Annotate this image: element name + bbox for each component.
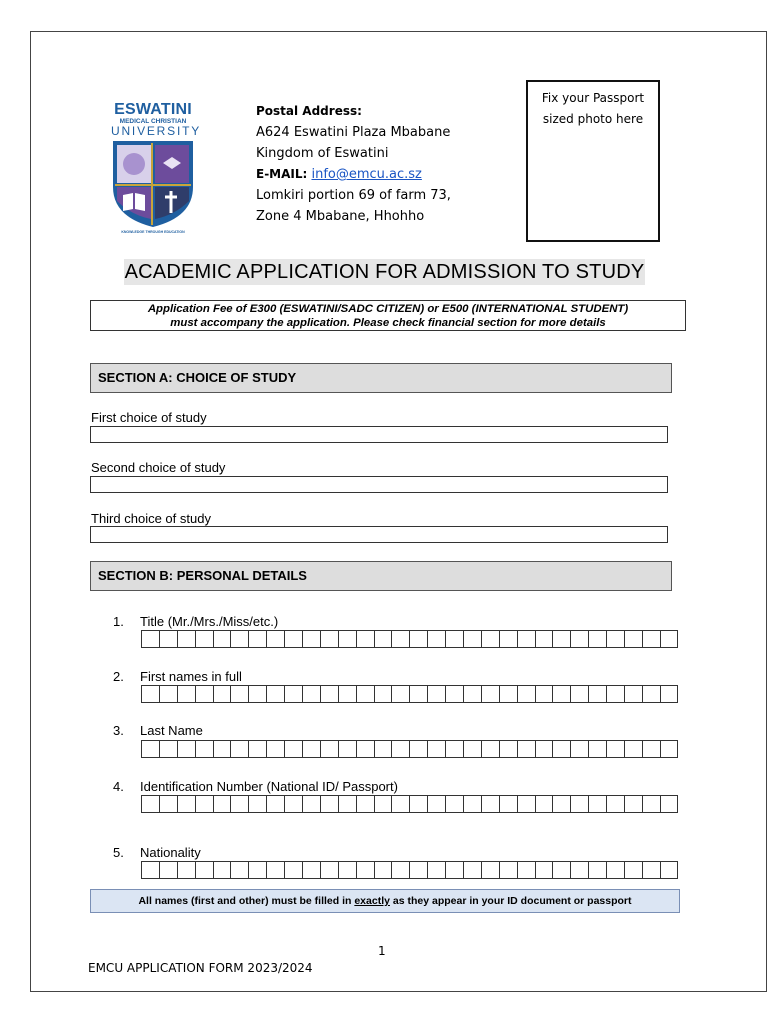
names-note-before: All names (first and other) must be filled in	[138, 895, 355, 907]
character-cell[interactable]	[588, 685, 606, 703]
section-a-heading: SECTION A: CHOICE OF STUDY	[90, 363, 672, 393]
character-cell[interactable]	[320, 795, 338, 813]
character-cell[interactable]	[177, 685, 195, 703]
field-number: 3.	[113, 723, 124, 738]
character-cell[interactable]	[284, 795, 302, 813]
logo-university: UNIVERSITY	[111, 124, 202, 138]
nationality-label: Nationality	[140, 845, 201, 860]
character-cell[interactable]	[177, 740, 195, 758]
character-cell[interactable]	[606, 630, 624, 648]
character-cell[interactable]	[195, 861, 213, 879]
character-cell[interactable]	[338, 630, 356, 648]
names-note-emphasis: exactly	[354, 895, 390, 907]
character-cell[interactable]	[320, 630, 338, 648]
character-cell[interactable]	[427, 795, 445, 813]
character-cell[interactable]	[302, 795, 320, 813]
character-cell[interactable]	[660, 630, 678, 648]
third-choice-input[interactable]	[90, 526, 668, 543]
form-footer: EMCU APPLICATION FORM 2023/2024	[88, 961, 313, 975]
character-cell[interactable]	[284, 685, 302, 703]
character-cell[interactable]	[302, 740, 320, 758]
character-cell[interactable]	[338, 740, 356, 758]
character-cell[interactable]	[213, 685, 231, 703]
character-cell[interactable]	[159, 630, 177, 648]
character-cell[interactable]	[391, 685, 409, 703]
character-cell[interactable]	[320, 740, 338, 758]
character-cell[interactable]	[588, 861, 606, 879]
character-cell[interactable]	[195, 795, 213, 813]
character-cell[interactable]	[320, 861, 338, 879]
character-cell[interactable]	[481, 861, 499, 879]
email-label: E-MAIL:	[256, 167, 308, 181]
character-cell[interactable]	[552, 630, 570, 648]
character-cell[interactable]	[409, 740, 427, 758]
character-cell[interactable]	[445, 630, 463, 648]
shield-crest-icon	[111, 139, 195, 229]
character-cell[interactable]	[463, 630, 481, 648]
character-cell[interactable]	[266, 630, 284, 648]
character-cell[interactable]	[624, 630, 642, 648]
character-cell[interactable]	[177, 630, 195, 648]
character-cell[interactable]	[248, 861, 266, 879]
fee-notice	[90, 300, 686, 331]
character-cell[interactable]	[445, 861, 463, 879]
character-cell[interactable]	[570, 795, 588, 813]
title-label: Title (Mr./Mrs./Miss/etc.)	[140, 614, 279, 629]
third-choice-label: Third choice of study	[91, 511, 211, 526]
character-cell[interactable]	[391, 630, 409, 648]
character-cell[interactable]	[374, 685, 392, 703]
character-cell[interactable]	[499, 795, 517, 813]
address-line-4: Zone 4 Mbabane, Hhohho	[256, 209, 425, 224]
character-cell[interactable]	[463, 685, 481, 703]
character-cell[interactable]	[356, 685, 374, 703]
character-cell[interactable]	[338, 795, 356, 813]
character-cell[interactable]	[284, 861, 302, 879]
character-cell[interactable]	[517, 795, 535, 813]
character-cell[interactable]	[195, 685, 213, 703]
character-cell[interactable]	[606, 740, 624, 758]
character-cell[interactable]	[230, 630, 248, 648]
passport-photo-box	[526, 80, 660, 242]
character-cell[interactable]	[624, 685, 642, 703]
page-title: ACADEMIC APPLICATION FOR ADMISSION TO STUDY	[124, 261, 645, 283]
character-cell[interactable]	[606, 795, 624, 813]
character-cell[interactable]	[463, 740, 481, 758]
character-cell[interactable]	[195, 630, 213, 648]
nationality-input-grid[interactable]	[141, 861, 678, 879]
logo-title: ESWATINI	[114, 101, 192, 118]
character-cell[interactable]	[356, 740, 374, 758]
photo-instruction-line-1: Fix your Passport	[541, 91, 645, 105]
character-cell[interactable]	[660, 685, 678, 703]
character-cell[interactable]	[588, 740, 606, 758]
character-cell[interactable]	[642, 740, 660, 758]
character-cell[interactable]	[409, 861, 427, 879]
logo-motto: KNOWLEDGE THROUGH EDUCATION	[121, 230, 185, 234]
first-choice-label: First choice of study	[91, 410, 207, 425]
character-cell[interactable]	[356, 630, 374, 648]
character-cell[interactable]	[302, 685, 320, 703]
character-cell[interactable]	[445, 685, 463, 703]
title-input-grid[interactable]	[141, 630, 678, 648]
postal-address-label: Postal Address:	[256, 104, 362, 118]
character-cell[interactable]	[642, 630, 660, 648]
character-cell[interactable]	[517, 630, 535, 648]
email-row	[256, 164, 451, 185]
character-cell[interactable]	[356, 861, 374, 879]
character-cell[interactable]	[552, 795, 570, 813]
logo-subtitle: MEDICAL CHRISTIAN	[119, 118, 187, 125]
character-cell[interactable]	[481, 795, 499, 813]
character-cell[interactable]	[660, 861, 678, 879]
first-choice-input[interactable]	[90, 426, 668, 443]
photo-instruction-line-2: sized photo here	[542, 112, 644, 126]
character-cell[interactable]	[141, 740, 159, 758]
postal-address-block	[256, 101, 451, 227]
character-cell[interactable]	[427, 740, 445, 758]
character-cell[interactable]	[266, 685, 284, 703]
field-number: 4.	[113, 779, 124, 794]
character-cell[interactable]	[213, 740, 231, 758]
character-cell[interactable]	[177, 795, 195, 813]
second-choice-input[interactable]	[90, 476, 668, 493]
character-cell[interactable]	[266, 861, 284, 879]
character-cell[interactable]	[570, 740, 588, 758]
character-cell[interactable]	[427, 685, 445, 703]
character-cell[interactable]	[177, 861, 195, 879]
field-number: 5.	[113, 845, 124, 860]
character-cell[interactable]	[302, 630, 320, 648]
character-cell[interactable]	[159, 740, 177, 758]
character-cell[interactable]	[445, 795, 463, 813]
character-cell[interactable]	[535, 740, 553, 758]
character-cell[interactable]	[374, 861, 392, 879]
character-cell[interactable]	[642, 685, 660, 703]
character-cell[interactable]	[588, 630, 606, 648]
character-cell[interactable]	[266, 740, 284, 758]
character-cell[interactable]	[356, 795, 374, 813]
character-cell[interactable]	[481, 685, 499, 703]
character-cell[interactable]	[374, 795, 392, 813]
character-cell[interactable]	[517, 861, 535, 879]
fee-notice-line-2: must accompany the application. Please check financial section for more details	[170, 317, 606, 329]
character-cell[interactable]	[391, 795, 409, 813]
character-cell[interactable]	[535, 861, 553, 879]
character-cell[interactable]	[427, 630, 445, 648]
character-cell[interactable]	[606, 861, 624, 879]
character-cell[interactable]	[338, 861, 356, 879]
character-cell[interactable]	[159, 685, 177, 703]
character-cell[interactable]	[248, 740, 266, 758]
character-cell[interactable]	[463, 795, 481, 813]
character-cell[interactable]	[624, 795, 642, 813]
character-cell[interactable]	[624, 861, 642, 879]
character-cell[interactable]	[159, 861, 177, 879]
character-cell[interactable]	[141, 630, 159, 648]
character-cell[interactable]	[230, 861, 248, 879]
id-number-input-grid[interactable]	[141, 795, 678, 813]
character-cell[interactable]	[374, 740, 392, 758]
character-cell[interactable]	[535, 630, 553, 648]
character-cell[interactable]	[230, 685, 248, 703]
character-cell[interactable]	[499, 630, 517, 648]
character-cell[interactable]	[248, 630, 266, 648]
character-cell[interactable]	[391, 861, 409, 879]
character-cell[interactable]	[248, 685, 266, 703]
character-cell[interactable]	[141, 861, 159, 879]
address-line-1: A624 Eswatini Plaza Mbabane	[256, 125, 451, 140]
field-number: 1.	[113, 614, 124, 629]
email-link[interactable]: info@emcu.ac.sz	[311, 167, 422, 182]
character-cell[interactable]	[195, 740, 213, 758]
section-b-heading: SECTION B: PERSONAL DETAILS	[90, 561, 672, 591]
university-logo	[111, 101, 202, 238]
character-cell[interactable]	[481, 740, 499, 758]
address-line-3: Lomkiri portion 69 of farm 73,	[256, 188, 451, 203]
character-cell[interactable]	[230, 740, 248, 758]
character-cell[interactable]	[391, 740, 409, 758]
character-cell[interactable]	[409, 795, 427, 813]
page-number: 1	[378, 944, 386, 958]
character-cell[interactable]	[570, 861, 588, 879]
names-note-after: as they appear in your ID document or passport	[389, 895, 632, 907]
character-cell[interactable]	[213, 795, 231, 813]
field-number: 2.	[113, 669, 124, 684]
id-number-label: Identification Number (National ID/ Passport)	[140, 779, 398, 794]
last-name-label: Last Name	[140, 723, 203, 738]
character-cell[interactable]	[445, 740, 463, 758]
fee-notice-line-1: Application Fee of E300 (ESWATINI/SADC CITIZEN) or E500 (INTERNATIONAL STUDENT)	[147, 303, 629, 315]
character-cell[interactable]	[552, 685, 570, 703]
character-cell[interactable]	[517, 740, 535, 758]
character-cell[interactable]	[302, 861, 320, 879]
address-line-2: Kingdom of Eswatini	[256, 146, 389, 161]
character-cell[interactable]	[338, 685, 356, 703]
character-cell[interactable]	[499, 861, 517, 879]
names-note	[90, 889, 680, 913]
character-cell[interactable]	[141, 795, 159, 813]
character-cell[interactable]	[409, 630, 427, 648]
character-cell[interactable]	[552, 861, 570, 879]
character-cell[interactable]	[517, 685, 535, 703]
character-cell[interactable]	[248, 795, 266, 813]
character-cell[interactable]	[141, 685, 159, 703]
character-cell[interactable]	[660, 795, 678, 813]
character-cell[interactable]	[660, 740, 678, 758]
second-choice-label: Second choice of study	[91, 460, 226, 475]
character-cell[interactable]	[588, 795, 606, 813]
character-cell[interactable]	[409, 685, 427, 703]
character-cell[interactable]	[159, 795, 177, 813]
character-cell[interactable]	[284, 740, 302, 758]
character-cell[interactable]	[642, 861, 660, 879]
character-cell[interactable]	[266, 795, 284, 813]
character-cell[interactable]	[535, 685, 553, 703]
last-name-input-grid[interactable]	[141, 740, 678, 758]
character-cell[interactable]	[499, 685, 517, 703]
character-cell[interactable]	[570, 630, 588, 648]
character-cell[interactable]	[374, 630, 392, 648]
character-cell[interactable]	[463, 861, 481, 879]
character-cell[interactable]	[427, 861, 445, 879]
character-cell[interactable]	[230, 795, 248, 813]
character-cell[interactable]	[535, 795, 553, 813]
character-cell[interactable]	[624, 740, 642, 758]
character-cell[interactable]	[213, 861, 231, 879]
character-cell[interactable]	[606, 685, 624, 703]
character-cell[interactable]	[320, 685, 338, 703]
character-cell[interactable]	[481, 630, 499, 648]
character-cell[interactable]	[499, 740, 517, 758]
character-cell[interactable]	[570, 685, 588, 703]
character-cell[interactable]	[552, 740, 570, 758]
character-cell[interactable]	[642, 795, 660, 813]
character-cell[interactable]	[213, 630, 231, 648]
character-cell[interactable]	[284, 630, 302, 648]
first-names-label: First names in full	[140, 669, 242, 684]
first-names-input-grid[interactable]	[141, 685, 678, 703]
